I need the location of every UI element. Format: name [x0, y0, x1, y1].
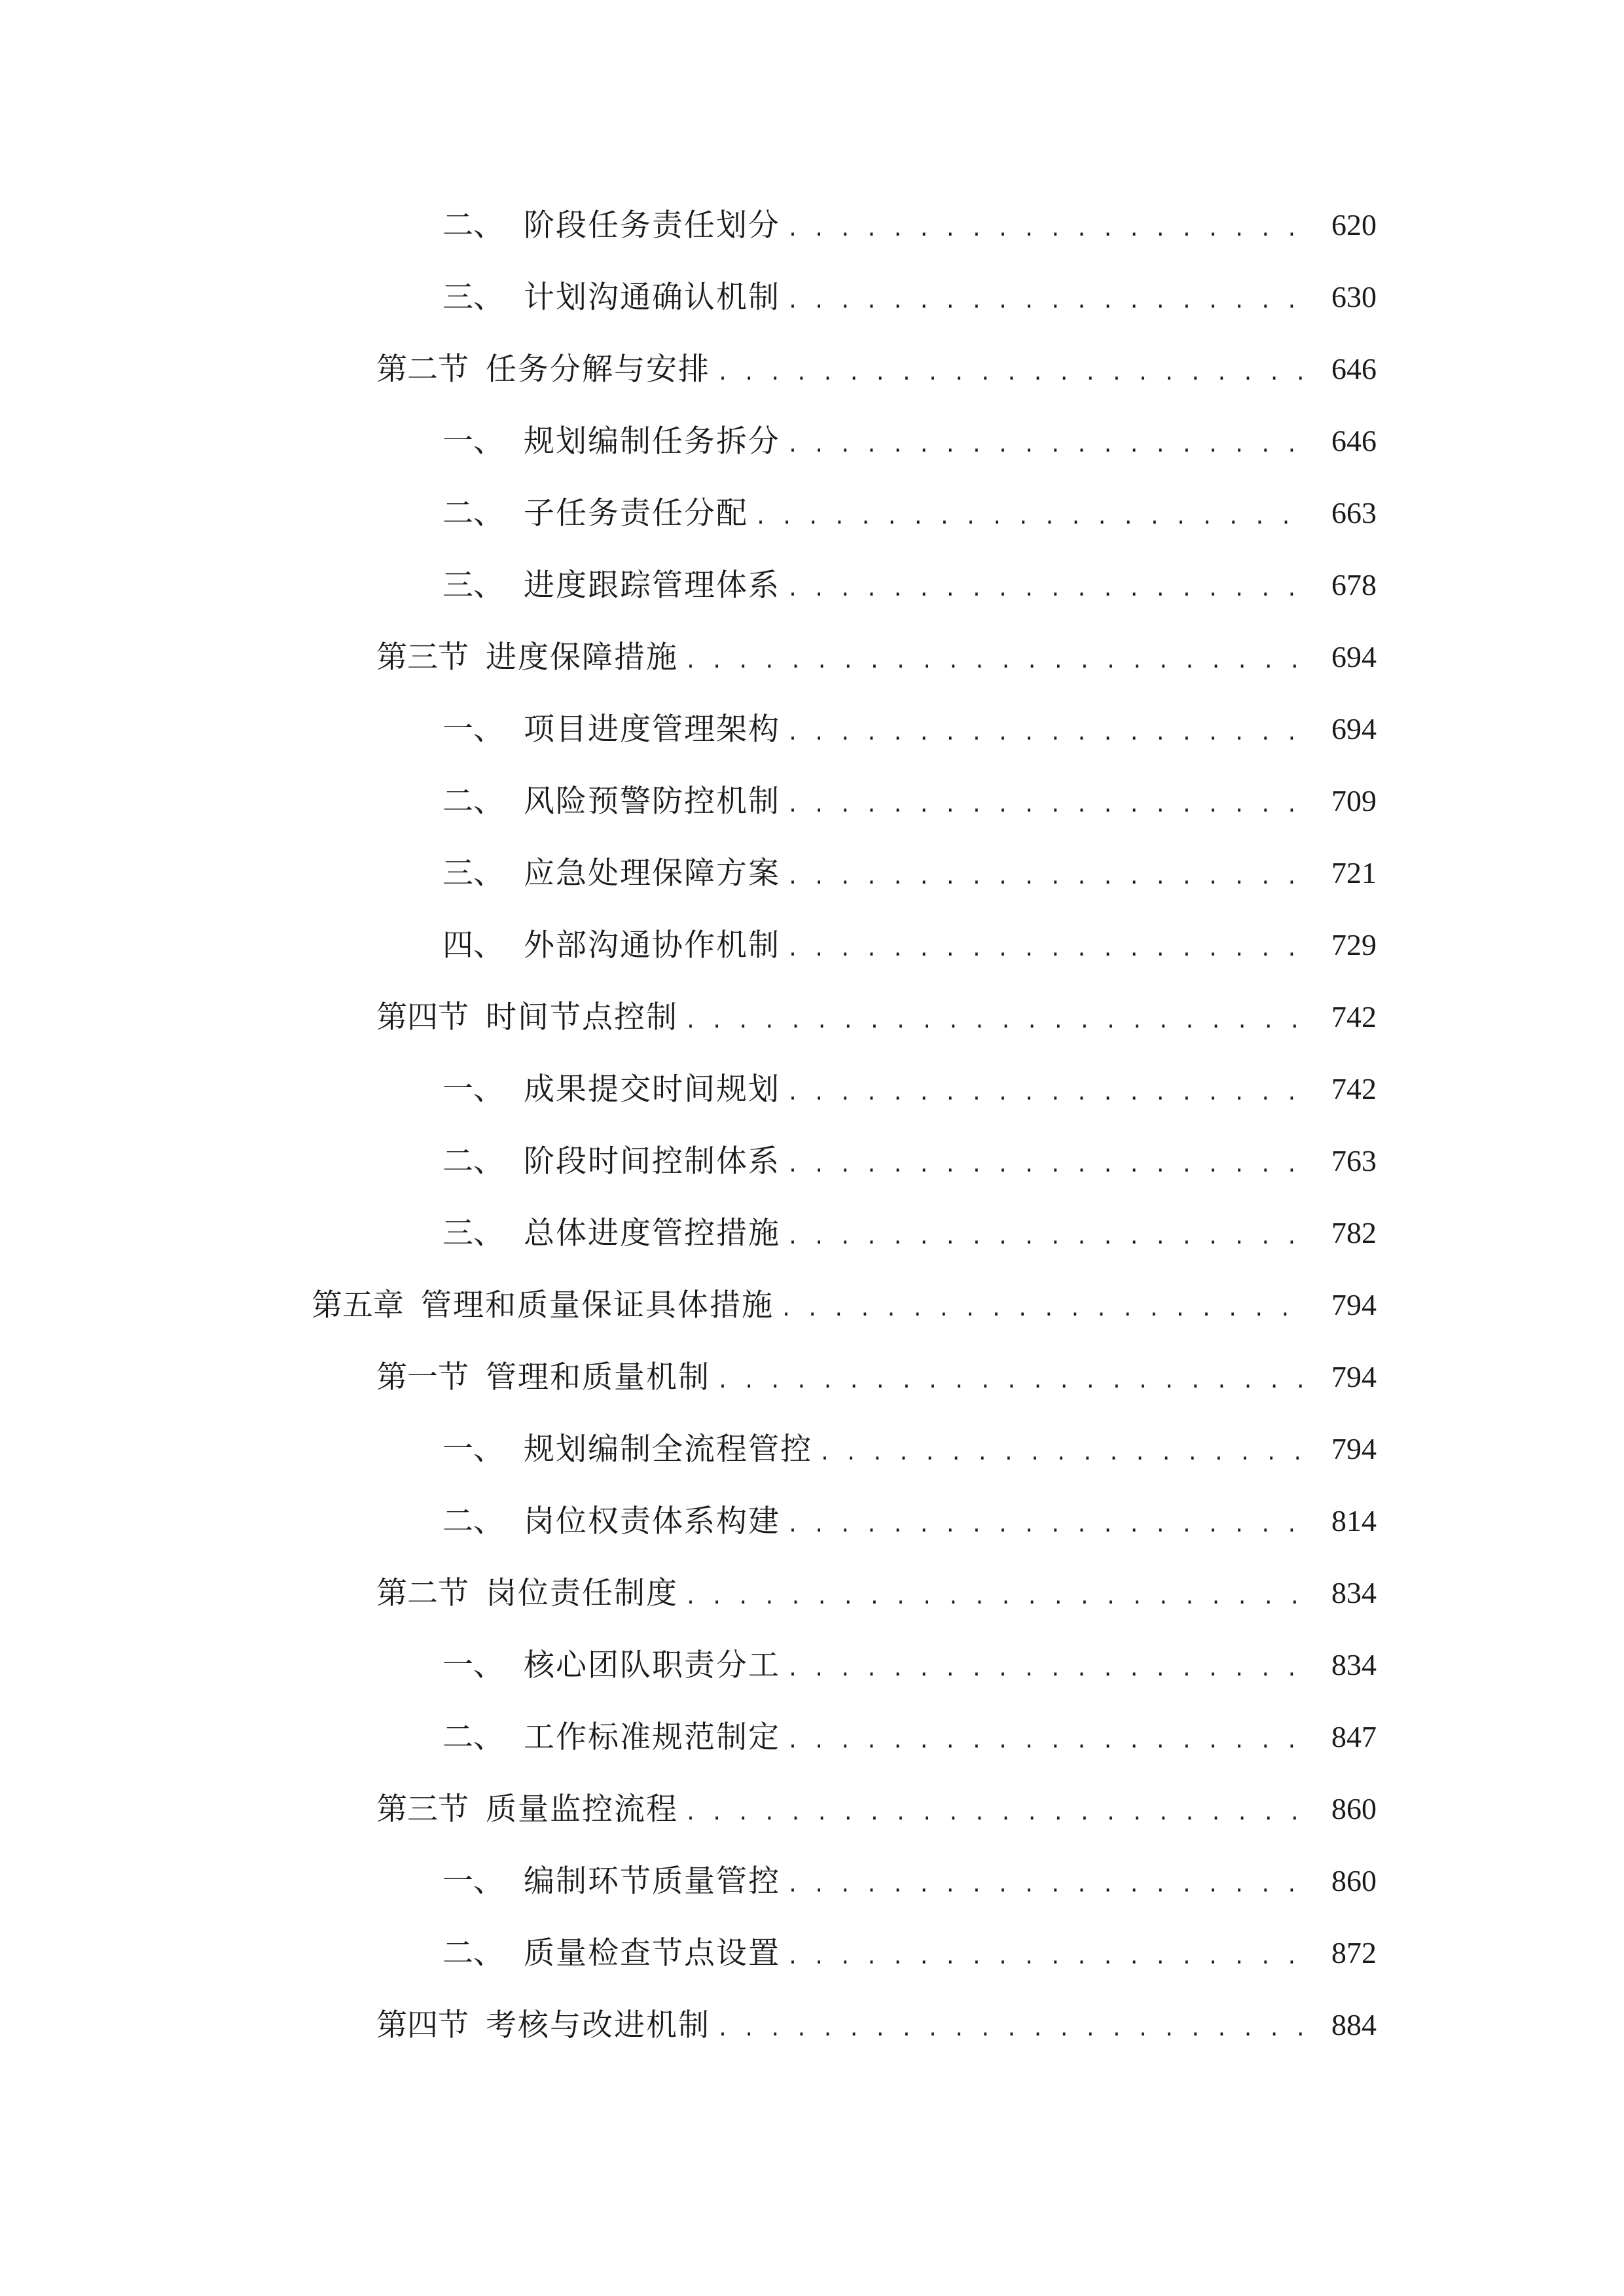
- toc-entry-title: 岗位权责体系构建: [524, 1503, 780, 1539]
- toc-entry[interactable]: [0, 405, 1624, 477]
- toc-entry[interactable]: [0, 1629, 1624, 1701]
- toc-entry-number: 二、: [442, 207, 504, 243]
- toc-entry-number: 第二节: [376, 1575, 469, 1611]
- toc-page-number: 782: [1331, 1216, 1377, 1249]
- toc-dot-leader: [787, 1866, 1305, 1897]
- toc-entry-number: 二、: [442, 1503, 504, 1539]
- toc-page-number: 646: [1331, 424, 1377, 457]
- toc-entry-title: 工作标准规范制定: [524, 1719, 780, 1755]
- toc-entry-title: 阶段时间控制体系: [524, 1143, 780, 1179]
- toc-entry-number: 第三节: [376, 639, 469, 675]
- toc-page-number: 646: [1331, 352, 1377, 386]
- toc-dot-leader: [755, 498, 1305, 529]
- toc-entry[interactable]: [0, 477, 1624, 549]
- toc-entry-title: 计划沟通确认机制: [524, 279, 780, 315]
- toc-entry-title: 规划编制全流程管控: [524, 1431, 812, 1467]
- toc-dot-leader: [787, 1074, 1305, 1105]
- toc-entry-title: 管理和质量机制: [486, 1359, 710, 1395]
- toc-entry-number: 二、: [442, 1935, 504, 1971]
- toc-entry-number: 一、: [442, 1863, 504, 1899]
- toc-entry[interactable]: [0, 693, 1624, 765]
- toc-entry-title: 进度跟踪管理体系: [524, 567, 780, 603]
- toc-dot-leader: [787, 930, 1305, 961]
- toc-entry[interactable]: [0, 1125, 1624, 1197]
- toc-entry[interactable]: [0, 1269, 1624, 1341]
- toc-entry-number: 一、: [442, 1431, 504, 1467]
- toc-page-number: 663: [1331, 496, 1377, 529]
- toc-entry-title: 核心团队职责分工: [524, 1647, 780, 1683]
- toc-entry[interactable]: [0, 1485, 1624, 1557]
- toc-page-number: 794: [1331, 1360, 1377, 1393]
- toc-entry-number: 第五章: [312, 1287, 404, 1323]
- toc-entry-title: 考核与改进机制: [486, 2007, 710, 2043]
- toc-dot-leader: [787, 210, 1305, 241]
- toc-entry-title: 时间节点控制: [486, 999, 678, 1035]
- toc-dot-leader: [787, 282, 1305, 313]
- toc-dot-leader: [787, 858, 1305, 889]
- toc-entry[interactable]: [0, 765, 1624, 837]
- toc-dot-leader: [787, 1146, 1305, 1177]
- toc-page-number: 721: [1331, 856, 1377, 889]
- toc-entry[interactable]: [0, 1917, 1624, 1989]
- toc-dot-leader: [787, 1650, 1305, 1681]
- toc-entry-title: 外部沟通协作机制: [524, 927, 780, 963]
- toc-entry-title: 任务分解与安排: [486, 351, 710, 387]
- toc-entry-title: 规划编制任务拆分: [524, 423, 780, 459]
- toc-entry-number: 第四节: [376, 999, 469, 1035]
- toc-entry[interactable]: [0, 333, 1624, 405]
- toc-page-number: 860: [1331, 1864, 1377, 1897]
- toc-entry[interactable]: [0, 1989, 1624, 2061]
- toc-entry-title: 风险预警防控机制: [524, 783, 780, 819]
- toc-entry[interactable]: [0, 1701, 1624, 1773]
- toc-entry-title: 阶段任务责任划分: [524, 207, 780, 243]
- toc-page-number: 847: [1331, 1720, 1377, 1753]
- toc-dot-leader: [787, 1938, 1305, 1969]
- toc-entry[interactable]: [0, 1197, 1624, 1269]
- toc-page-number: 678: [1331, 568, 1377, 601]
- toc-page-number: 630: [1331, 280, 1377, 314]
- toc-entry-title: 质量监控流程: [486, 1791, 678, 1827]
- toc-dot-leader: [787, 714, 1305, 745]
- toc-entry[interactable]: [0, 1845, 1624, 1917]
- toc-entry-title: 进度保障措施: [486, 639, 678, 675]
- toc-entry-title: 编制环节质量管控: [524, 1863, 780, 1899]
- toc-dot-leader: [717, 2010, 1305, 2041]
- toc-page-number: 834: [1331, 1576, 1377, 1609]
- toc-dot-leader: [685, 1002, 1305, 1033]
- table-of-contents: [0, 189, 1624, 2061]
- toc-entry-number: 三、: [442, 855, 504, 891]
- toc-page-number: 872: [1331, 1936, 1377, 1969]
- toc-dot-leader: [787, 1218, 1305, 1249]
- toc-entry-title: 成果提交时间规划: [524, 1071, 780, 1107]
- toc-dot-leader: [717, 1362, 1305, 1393]
- toc-page-number: 620: [1331, 208, 1377, 242]
- toc-entry-number: 二、: [442, 495, 504, 531]
- toc-page-number: 884: [1331, 2008, 1377, 2041]
- toc-entry[interactable]: [0, 621, 1624, 693]
- toc-page-number: 814: [1331, 1504, 1377, 1537]
- toc-entry-number: 四、: [442, 927, 504, 963]
- toc-dot-leader: [787, 786, 1305, 817]
- toc-entry[interactable]: [0, 1773, 1624, 1845]
- toc-page-number: 742: [1331, 1072, 1377, 1105]
- toc-entry-number: 二、: [442, 1719, 504, 1755]
- toc-entry-number: 三、: [442, 567, 504, 603]
- toc-entry[interactable]: [0, 189, 1624, 261]
- toc-entry-number: 二、: [442, 783, 504, 819]
- toc-entry[interactable]: [0, 909, 1624, 981]
- toc-dot-leader: [787, 426, 1305, 457]
- toc-dot-leader: [685, 642, 1305, 673]
- toc-entry-title: 应急处理保障方案: [524, 855, 780, 891]
- toc-dot-leader: [780, 1290, 1305, 1321]
- toc-page-number: 709: [1331, 784, 1377, 817]
- toc-dot-leader: [787, 1506, 1305, 1537]
- toc-entry-number: 一、: [442, 711, 504, 747]
- toc-entry[interactable]: [0, 981, 1624, 1053]
- toc-entry[interactable]: [0, 261, 1624, 333]
- toc-page-number: 794: [1331, 1432, 1377, 1465]
- toc-entry-number: 二、: [442, 1143, 504, 1179]
- toc-entry-number: 第三节: [376, 1791, 469, 1827]
- toc-entry-title: 子任务责任分配: [524, 495, 748, 531]
- toc-entry-number: 三、: [442, 1215, 504, 1251]
- toc-entry[interactable]: [0, 1557, 1624, 1629]
- toc-entry-number: 一、: [442, 423, 504, 459]
- toc-entry[interactable]: [0, 1053, 1624, 1125]
- toc-entry-title: 岗位责任制度: [486, 1575, 678, 1611]
- toc-page-number: 860: [1331, 1792, 1377, 1825]
- toc-entry-title: 项目进度管理架构: [524, 711, 780, 747]
- toc-entry-number: 一、: [442, 1647, 504, 1683]
- toc-entry[interactable]: [0, 1413, 1624, 1485]
- toc-page-number: 694: [1331, 712, 1377, 745]
- toc-page-number: 742: [1331, 1000, 1377, 1033]
- toc-entry[interactable]: [0, 549, 1624, 621]
- toc-entry-number: 一、: [442, 1071, 504, 1107]
- toc-page-number: 729: [1331, 928, 1377, 961]
- toc-entry-number: 第二节: [376, 351, 469, 387]
- toc-entry[interactable]: [0, 1341, 1624, 1413]
- toc-dot-leader: [685, 1578, 1305, 1609]
- toc-page-number: 694: [1331, 640, 1377, 673]
- toc-dot-leader: [787, 1722, 1305, 1753]
- toc-entry-number: 第一节: [376, 1359, 469, 1395]
- toc-entry-title: 质量检查节点设置: [524, 1935, 780, 1971]
- toc-dot-leader: [819, 1434, 1305, 1465]
- toc-entry-title: 管理和质量保证具体措施: [421, 1287, 774, 1323]
- toc-entry-title: 总体进度管控措施: [524, 1215, 780, 1251]
- toc-dot-leader: [685, 1794, 1305, 1825]
- toc-dot-leader: [717, 354, 1305, 385]
- toc-entry[interactable]: [0, 837, 1624, 909]
- toc-dot-leader: [787, 570, 1305, 601]
- toc-page-number: 794: [1331, 1288, 1377, 1321]
- toc-entry-number: 第四节: [376, 2007, 469, 2043]
- toc-page-number: 834: [1331, 1648, 1377, 1681]
- toc-page-number: 763: [1331, 1144, 1377, 1177]
- toc-entry-number: 三、: [442, 279, 504, 315]
